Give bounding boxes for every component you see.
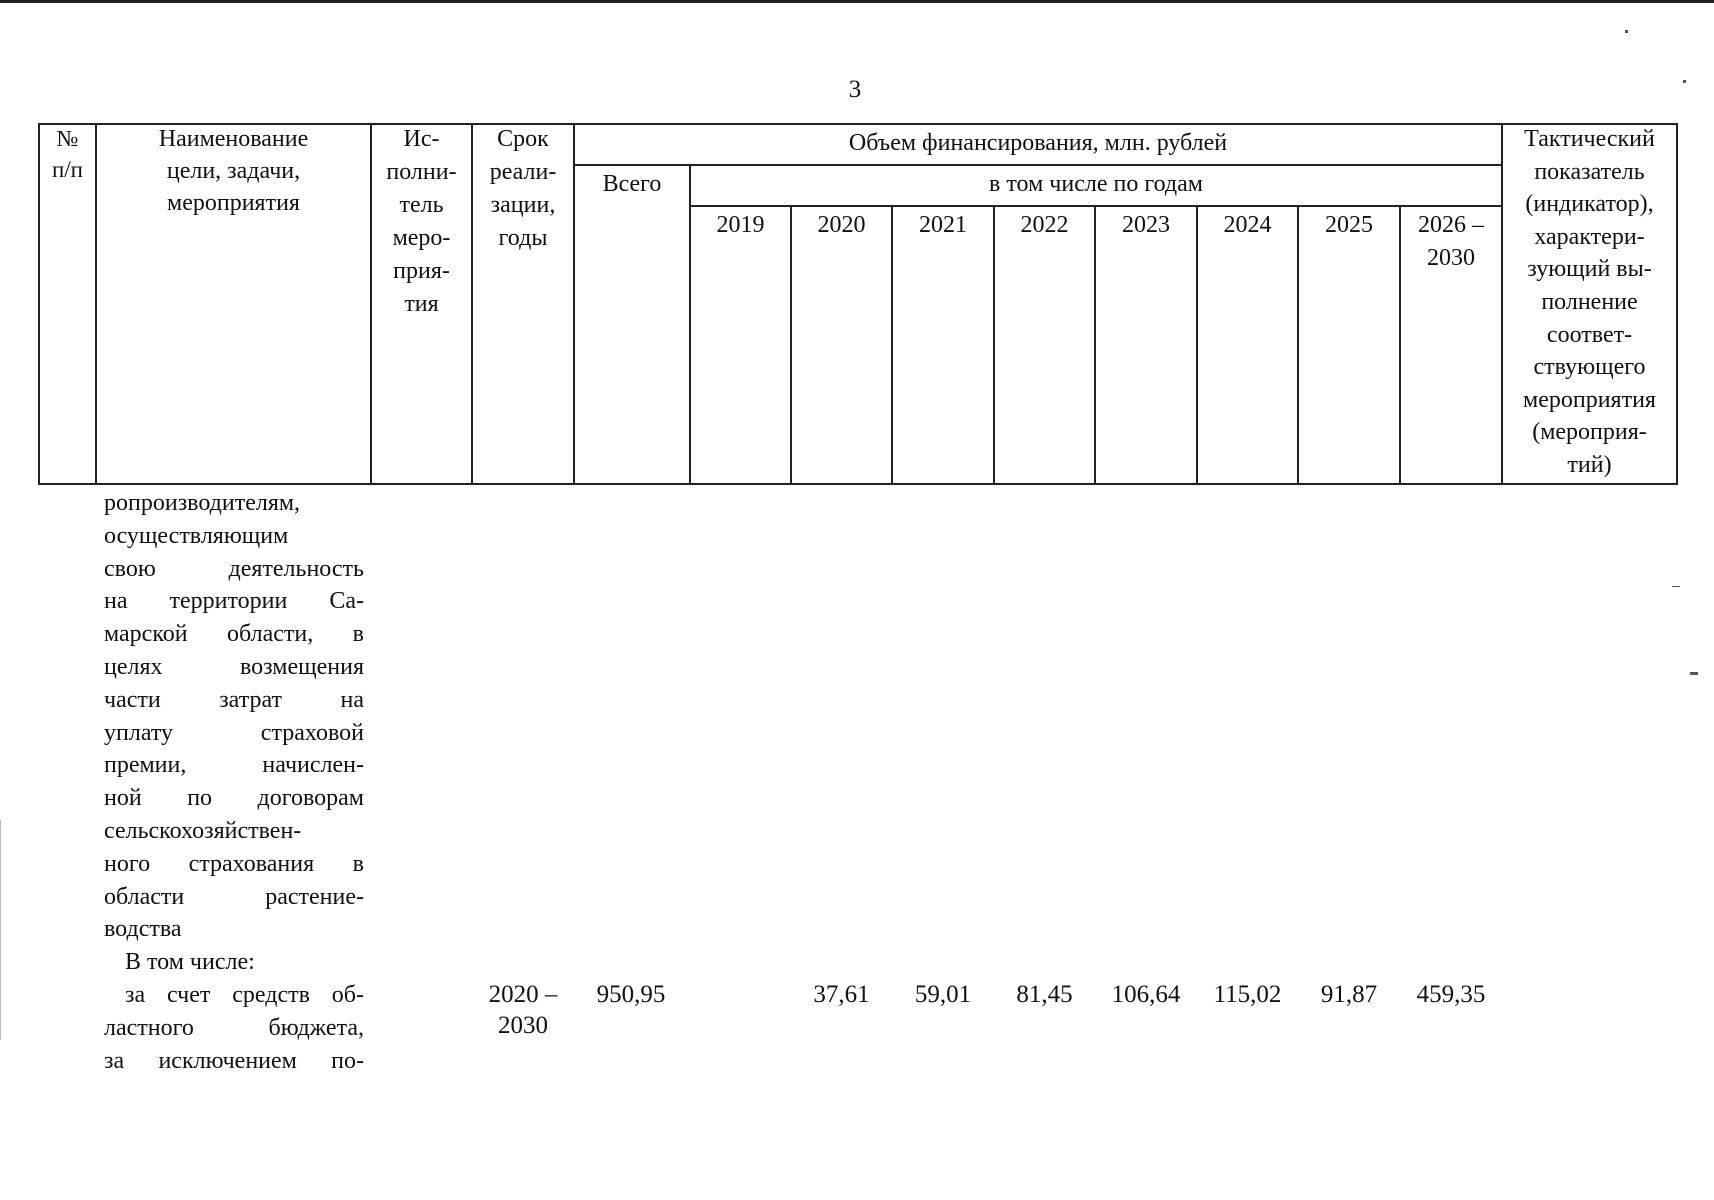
page-number: 3 xyxy=(848,76,862,103)
header-year-2022: 2022 xyxy=(1020,212,1069,238)
row-term: 2020 – 2030 xyxy=(488,981,558,1039)
scan-edge xyxy=(0,820,1,1040)
row-subtitle: В том числе: xyxy=(125,949,255,976)
header-funding: Объем финансирования, млн. рублей xyxy=(848,130,1228,156)
col-divider xyxy=(891,205,893,485)
row-value-2024: 115,02 xyxy=(1213,981,1282,1008)
header-name: Наименование цели, задачи, мероприятия xyxy=(158,126,309,216)
header-num: № п/п xyxy=(51,126,83,182)
col-divider xyxy=(1094,205,1096,485)
header-executor: Ис- полни- тель меро- прия- тия xyxy=(386,126,457,317)
row-value-2022: 81,45 xyxy=(1016,981,1073,1008)
header-year-2020: 2020 xyxy=(817,212,866,238)
col-divider xyxy=(993,205,995,485)
header-by-year: в том числе по годам xyxy=(989,171,1203,197)
table-right-border xyxy=(1676,123,1678,485)
row-total: 950,95 xyxy=(596,981,666,1008)
col-divider xyxy=(790,205,792,485)
row-value-2026-2030: 459,35 xyxy=(1416,981,1486,1008)
scan-speck xyxy=(1683,80,1686,83)
header-total: Всего xyxy=(602,171,662,197)
header-term: Срок реали- зации, годы xyxy=(489,126,557,251)
scan-speck xyxy=(1690,672,1698,675)
header-year-2024: 2024 xyxy=(1223,212,1272,238)
row-value-2023: 106,64 xyxy=(1111,981,1181,1008)
header-year-2025: 2025 xyxy=(1325,212,1373,238)
col-divider xyxy=(1196,205,1198,485)
row-value-2025: 91,87 xyxy=(1320,981,1378,1008)
header-indicator: Тактический показатель (индикатор), характери- зующий вы- полнение соответ- ствующего мероприятия (мероприя- тий) xyxy=(1523,126,1656,478)
header-year-2026-2030: 2026 – 2030 xyxy=(1418,212,1484,271)
header-year-2019: 2019 xyxy=(716,212,765,238)
scan-speck xyxy=(1672,586,1680,587)
row-source-text: за счет средств об- xyxy=(125,981,364,1008)
years-subheader-rule xyxy=(690,205,1502,207)
row-value-2020: 37,61 xyxy=(813,981,870,1008)
table-header xyxy=(38,123,1678,485)
header-year-2023: 2023 xyxy=(1122,212,1170,238)
top-edge-rule xyxy=(0,0,1714,3)
row-value-2021: 59,01 xyxy=(914,981,972,1008)
header-year-2021: 2021 xyxy=(919,212,967,238)
scan-speck xyxy=(1625,30,1628,33)
row-name-text: ропроизводителям, осуществляющим свою деятельность на территории Са- марской области, в целях возмещения части затрат на уплату страховой премии, начислен- ной по договорам сельскохозяйствен- ного страхования в области растение- водства В том числе: за счет средств об- ластного бюджета, за исключением по- xyxy=(104,490,364,1074)
col-divider xyxy=(1297,205,1299,485)
table-header-bottom-border xyxy=(38,483,1678,485)
